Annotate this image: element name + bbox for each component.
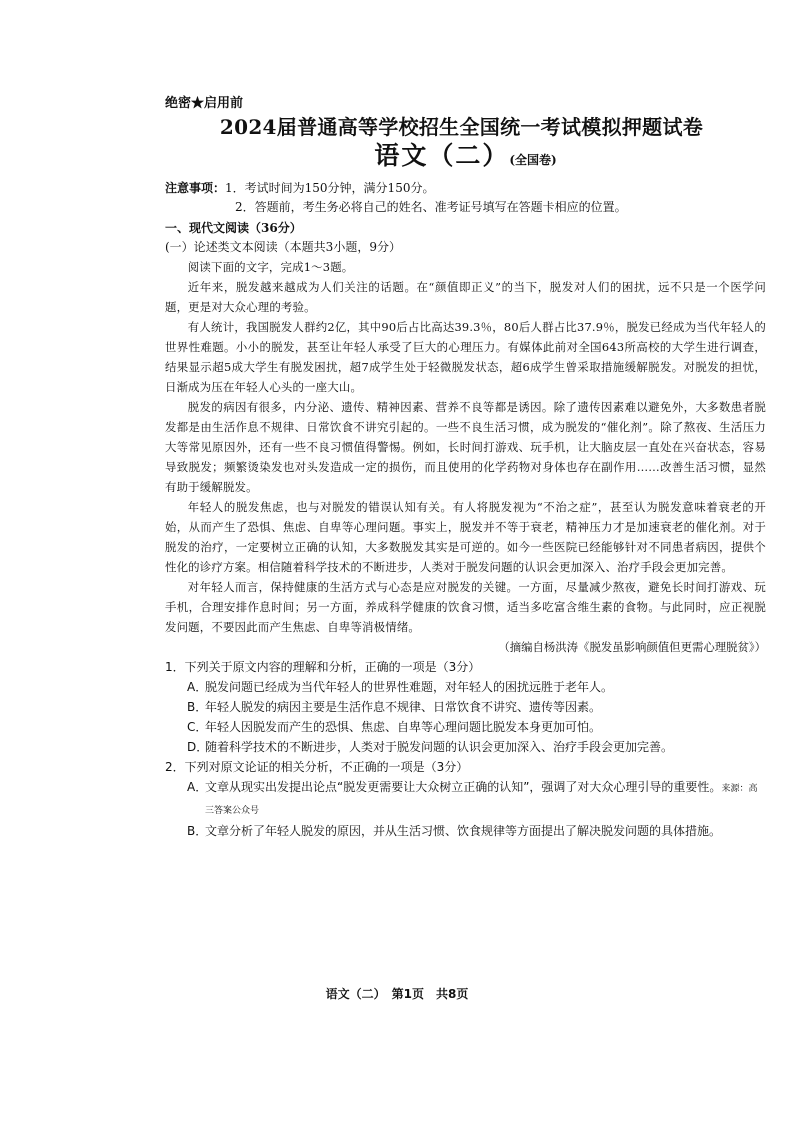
question-option [187, 821, 766, 841]
subsection-title: (一）论述类文本阅读（本题共3小题，9分） [165, 240, 401, 254]
section-title: 一、现代文阅读（36分） [165, 221, 302, 235]
notice-text-1: 1．考试时间为150分钟，满分150分。 [225, 181, 435, 195]
question-option [187, 697, 766, 717]
reading-paragraph: 脱发的病因有很多，内分泌、遗传、精神因素、营养不良等都是诱因。除了遗传因素难以避免外，大多数患者脱发都是由生活作息不规律、日常饮食不讲究引起的。一些不良生活习惯，成为脱发的“催化剂”。除了熬夜、生活压力大等常见原因外，还有一些不良习惯值得警惕。例如，长时间打游戏、玩手机，让大脑皮层一直处在兴奋状态，容易导致脱发；频繁烫染发也对头发造成一定的损伤，而且使用的化学药物对身体也存在副作用……改善生活习惯，显然有助于缓解脱发。 [165, 400, 766, 494]
question-option [187, 717, 766, 737]
option-text: 文章分析了年轻人脱发的原因，并从生活习惯、饮食规律等方面提出了解决脱发问题的具体措施。 [205, 824, 722, 838]
page-footer: 语文（二） 第1页 共8页 [325, 987, 469, 1001]
option-text: 年轻人脱发的病因主要是生活作息不规律、日常饮食不讲究、遗传等因素。 [205, 700, 602, 714]
option-letter: A． [187, 780, 208, 794]
reading-paragraph: 近年来，脱发越来越成为人们关注的话题。在“颜值即正义”的当下，脱发对人们的困扰，远不只是一个医学问题，更是对大众心理的考验。 [165, 280, 766, 314]
option-text: 脱发问题已经成为当代年轻人的世界性难题，对年轻人的困扰远胜于老年人。 [205, 680, 614, 694]
question-stem: 1．下列关于原文内容的理解和分析，正确的一项是（3分） [165, 660, 481, 674]
article-source: （摘编自杨洪涛《脱发虽影响颜值但更需心理脱贫》） [498, 640, 766, 654]
source-watermark: 来源：高三答案公众号 [205, 784, 758, 816]
reading-paragraph: 有人统计，我国脱发人群约2亿，其中90后占比高达39.3％，80后人群占比37.9％，脱发已经成为当代年轻人的世界性难题。小小的脱发，甚至让年轻人承受了巨大的心理压力。有媒体此前对全国643所高校的大学生进行调查，结果显示超5成大学生有脱发困扰，超7成学生处于轻微脱发状态，超6成学生曾采取措施缓解脱发。对脱发的担忧，日渐成为压在年轻人心头的一座大山。 [165, 320, 766, 394]
subtitle-row [165, 141, 766, 175]
exam-subtitle-note: (全国卷) [509, 153, 557, 167]
option-letter: A． [187, 680, 208, 694]
option-letter: C． [187, 720, 208, 734]
option-letter: D． [187, 740, 209, 754]
question-option [187, 677, 766, 697]
notice-item-1 [165, 179, 766, 198]
reading-instruction: 阅读下面的文字，完成1～3题。 [187, 260, 354, 274]
option-letter: B． [187, 824, 208, 838]
option-text: 年轻人因脱发而产生的恐惧、焦虑、自卑等心理问题比脱发本身更加可怕。 [205, 720, 602, 734]
exam-title: 2024届普通高等学校招生全国统一考试模拟押题试卷 [219, 115, 704, 139]
option-text: 随着科学技术的不断进步，人类对于脱发问题的认识会更加深入、治疗手段会更加完善。 [205, 740, 674, 754]
question-stem: 2．下列对原文论证的相关分析，不正确的一项是（3分） [165, 760, 469, 774]
question-option [187, 777, 766, 821]
question-option [187, 737, 766, 757]
notice-item-2: 2．答题前，考生务必将自己的姓名、准考证号填写在答题卡相应的位置。 [235, 200, 627, 214]
exam-subtitle: 语文（二） [374, 141, 510, 170]
reading-paragraph: 年轻人的脱发焦虑，也与对脱发的错误认知有关。有人将脱发视为“不治之症”，甚至认为脱发意味着衰老的开始，从而产生了恐惧、焦虑、自卑等心理问题。事实上，脱发并不等于衰老，精神压力才是加速衰老的催化剂。对于脱发的治疗，一定要树立正确的认知，大多数脱发其实是可逆的。如今一些医院已经能够针对不同患者病因，提供个性化的诊疗方案。相信随着科学技术的不断进步，人类对于脱发问题的认识会更加深入、治疗手段会更加完善。 [165, 500, 766, 574]
notice-label: 注意事项： [165, 181, 226, 195]
option-letter: B． [187, 700, 208, 714]
reading-paragraph: 对年轻人而言，保持健康的生活方式与心态是应对脱发的关键。一方面，尽量减少熬夜，避免长时间打游戏、玩手机，合理安排作息时间；另一方面，养成科学健康的饮食习惯，适当多吃富含维生素的食物。与此同时，应正视脱发问题，不要因此而产生焦虑、自卑等消极情绪。 [165, 580, 766, 634]
secret-label: 绝密★启用前 [165, 96, 244, 111]
option-text: 文章从现实出发提出论点“脱发更需要让大众树立正确的认知”，强调了对大众心理引导的重要性。 [205, 780, 722, 794]
